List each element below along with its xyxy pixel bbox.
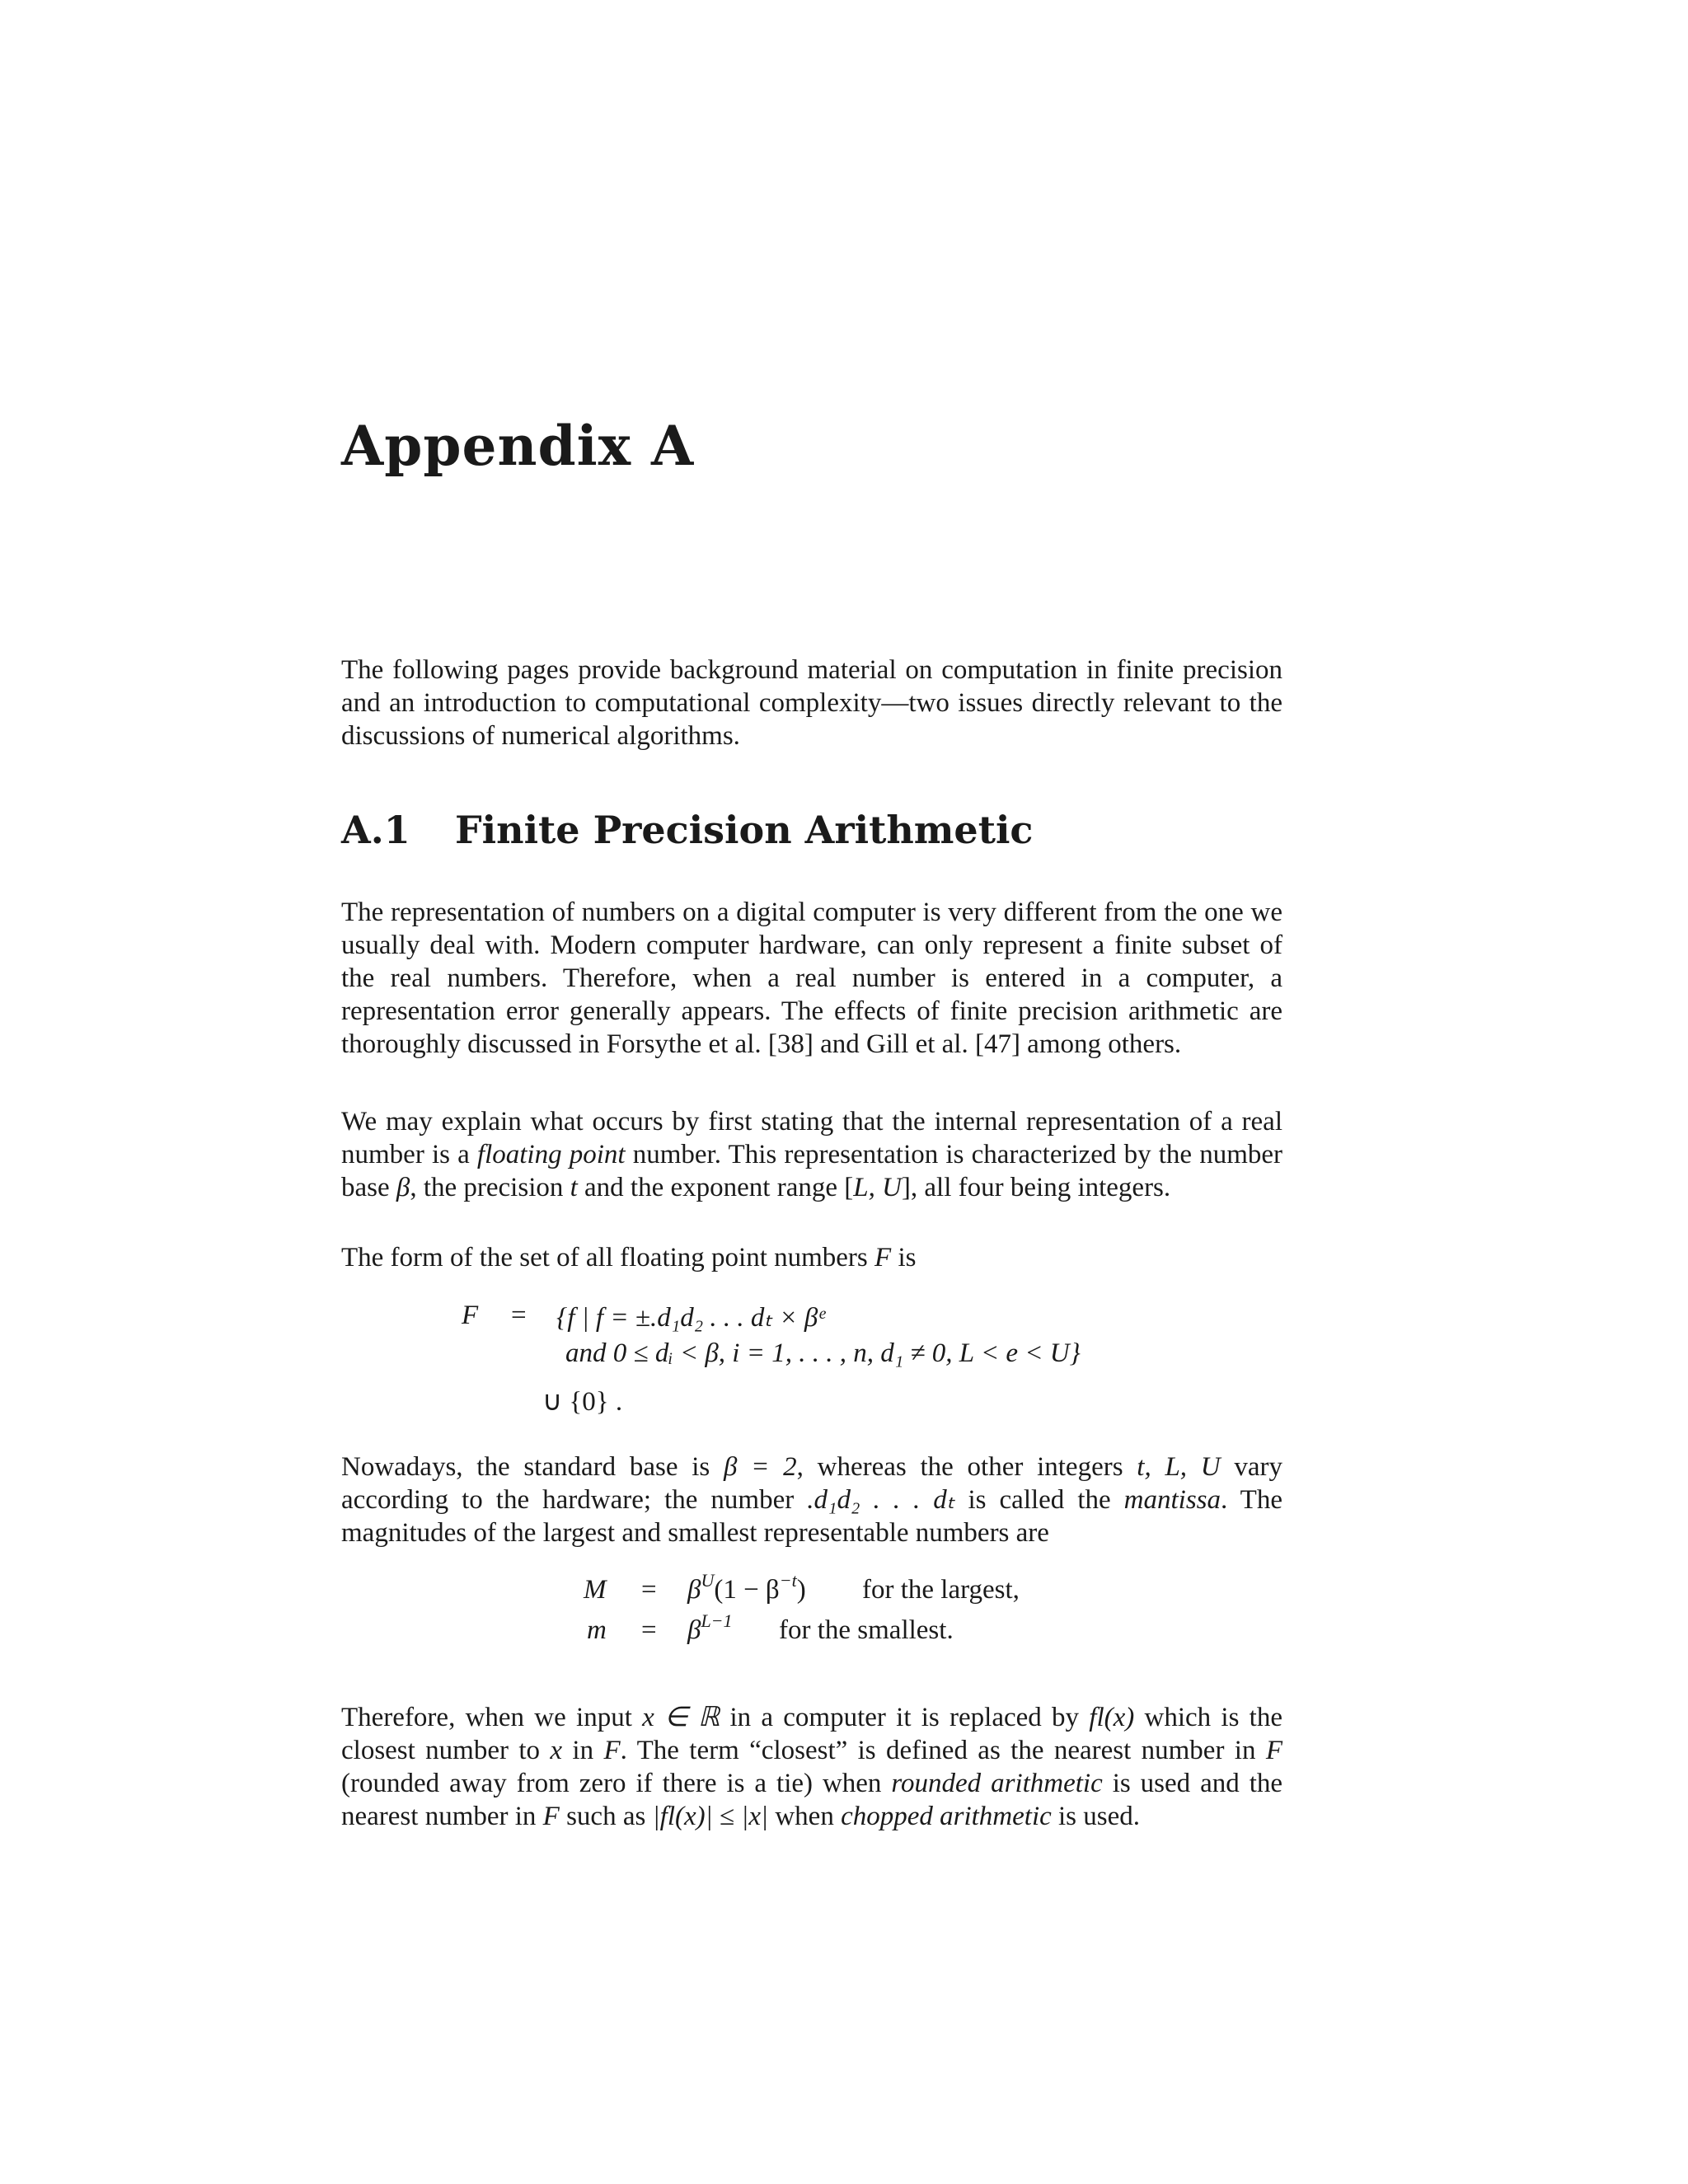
text-run: Nowadays, the standard base is	[341, 1452, 724, 1482]
math-t: t	[570, 1173, 578, 1202]
text-run: such as	[559, 1802, 653, 1831]
equation-m: m	[587, 1615, 607, 1645]
math-superscript: U	[701, 1570, 715, 1591]
math-beta-equals-2: β = 2	[723, 1452, 797, 1482]
math-t-L-U: t, L, U	[1137, 1452, 1221, 1482]
text-run: in	[562, 1736, 604, 1765]
math-x: x	[550, 1736, 563, 1765]
paragraph-set-form	[341, 1241, 1282, 1274]
equation-line-3: ∪ {0} .	[542, 1387, 623, 1417]
paragraph-representation: The representation of numbers on a digital computer is very different from the one we usually deal with. Modern computer hardware, can only represent a finite subset of the real numbers. Therefore, when a real number is entered in a computer, a representation error generally appears. The effects of finite precision arithmetic are thoroughly discussed in Forsythe et al. [38] and Gill et al. [47] among others.	[341, 898, 1282, 1059]
equation-equals: =	[641, 1615, 657, 1645]
math-abs-inequality: |fl(x)| ≤ |x|	[652, 1802, 769, 1831]
math-beta: β	[687, 1575, 701, 1605]
equation-equals: =	[641, 1575, 657, 1605]
math-beta: β	[687, 1615, 701, 1645]
math-fl-x: fl(x)	[1089, 1703, 1135, 1732]
math-x-in-R: x ∈ ℝ	[642, 1703, 720, 1732]
text-run: . The magnitudes of the largest and smallest representable numbers are	[341, 1485, 1282, 1548]
text-run: . The term “closest” is defined as the nearest number in	[620, 1736, 1266, 1765]
equation-line-1: {f | f = ±.d₁d₂ . . . dₜ × βᵉ	[556, 1303, 826, 1333]
emphasis-mantissa: mantissa	[1123, 1485, 1221, 1515]
math-F: F	[874, 1243, 892, 1272]
intro-paragraph: The following pages provide background material on computation in finite precision and an introduction to computational complexity—two issues directly relevant to the discussions of numerical algorithms.	[341, 655, 1282, 751]
emphasis-rounded-arithmetic: rounded arithmetic	[891, 1769, 1103, 1798]
equation-smallest-label: for the smallest.	[779, 1615, 954, 1645]
emphasis-chopped-arithmetic: chopped arithmetic	[841, 1802, 1052, 1831]
text-run: in a computer it is replaced by	[720, 1703, 1090, 1732]
section-title: Finite Precision Arithmetic	[455, 808, 1034, 852]
text-run: We may explain what occurs by first stating that the internal representation of a real number is a	[341, 1107, 1282, 1169]
text-run: , whereas the other integers	[796, 1452, 1137, 1482]
text-run: ], all four being integers.	[901, 1173, 1171, 1202]
text-run: Therefore, when we input	[341, 1703, 643, 1732]
text-run: when	[768, 1802, 842, 1831]
math-F: F	[542, 1802, 560, 1831]
text-run: , the precision	[410, 1173, 570, 1202]
text-run: which is the closest number to	[341, 1703, 1282, 1765]
text-run: The form of the set of all floating point numbers	[341, 1243, 875, 1272]
math-superscript: −t	[779, 1570, 797, 1591]
text-run: (rounded away from zero if there is a tie) when	[341, 1769, 892, 1798]
math-F: F	[603, 1736, 621, 1765]
equation-M: M	[584, 1575, 607, 1605]
math-run: )	[796, 1575, 806, 1605]
text-run: number. This representation is characterized by the number base	[341, 1140, 1282, 1202]
equation-lhs-F: F	[462, 1301, 479, 1330]
text-run: is called the	[954, 1485, 1124, 1515]
text-run: is used.	[1051, 1802, 1141, 1831]
section-heading	[341, 808, 1033, 852]
chapter-title: Appendix A	[341, 414, 695, 478]
math-LU: L, U	[853, 1173, 902, 1202]
equation-M-rhs	[687, 1570, 806, 1605]
math-F: F	[1265, 1736, 1283, 1765]
equation-largest-label: for the largest,	[862, 1575, 1020, 1605]
math-mantissa-digits: .d₁d₂ . . . dₜ	[807, 1485, 955, 1515]
math-beta: β	[396, 1173, 410, 1202]
text-run: and the exponent range [	[577, 1173, 854, 1202]
section-number: A.1	[341, 808, 410, 852]
text-run: is used and the nearest number in	[341, 1769, 1283, 1831]
equation-m-rhs	[687, 1610, 733, 1646]
text-run: vary according to the hardware; the number	[341, 1452, 1282, 1515]
paragraph-rounding	[341, 1701, 1282, 1833]
text-run: is	[891, 1243, 917, 1272]
equation-equals: =	[511, 1301, 527, 1330]
math-run: (1 − β	[714, 1575, 780, 1605]
paragraph-floating-point	[341, 1105, 1282, 1204]
equation-line-2: and 0 ≤ dᵢ < β, i = 1, . . . , n, d₁ ≠ 0, L < e < U}	[565, 1338, 1081, 1368]
emphasis-floating-point: floating point	[476, 1140, 626, 1169]
paragraph-mantissa	[341, 1451, 1282, 1549]
math-superscript: L−1	[701, 1610, 733, 1631]
